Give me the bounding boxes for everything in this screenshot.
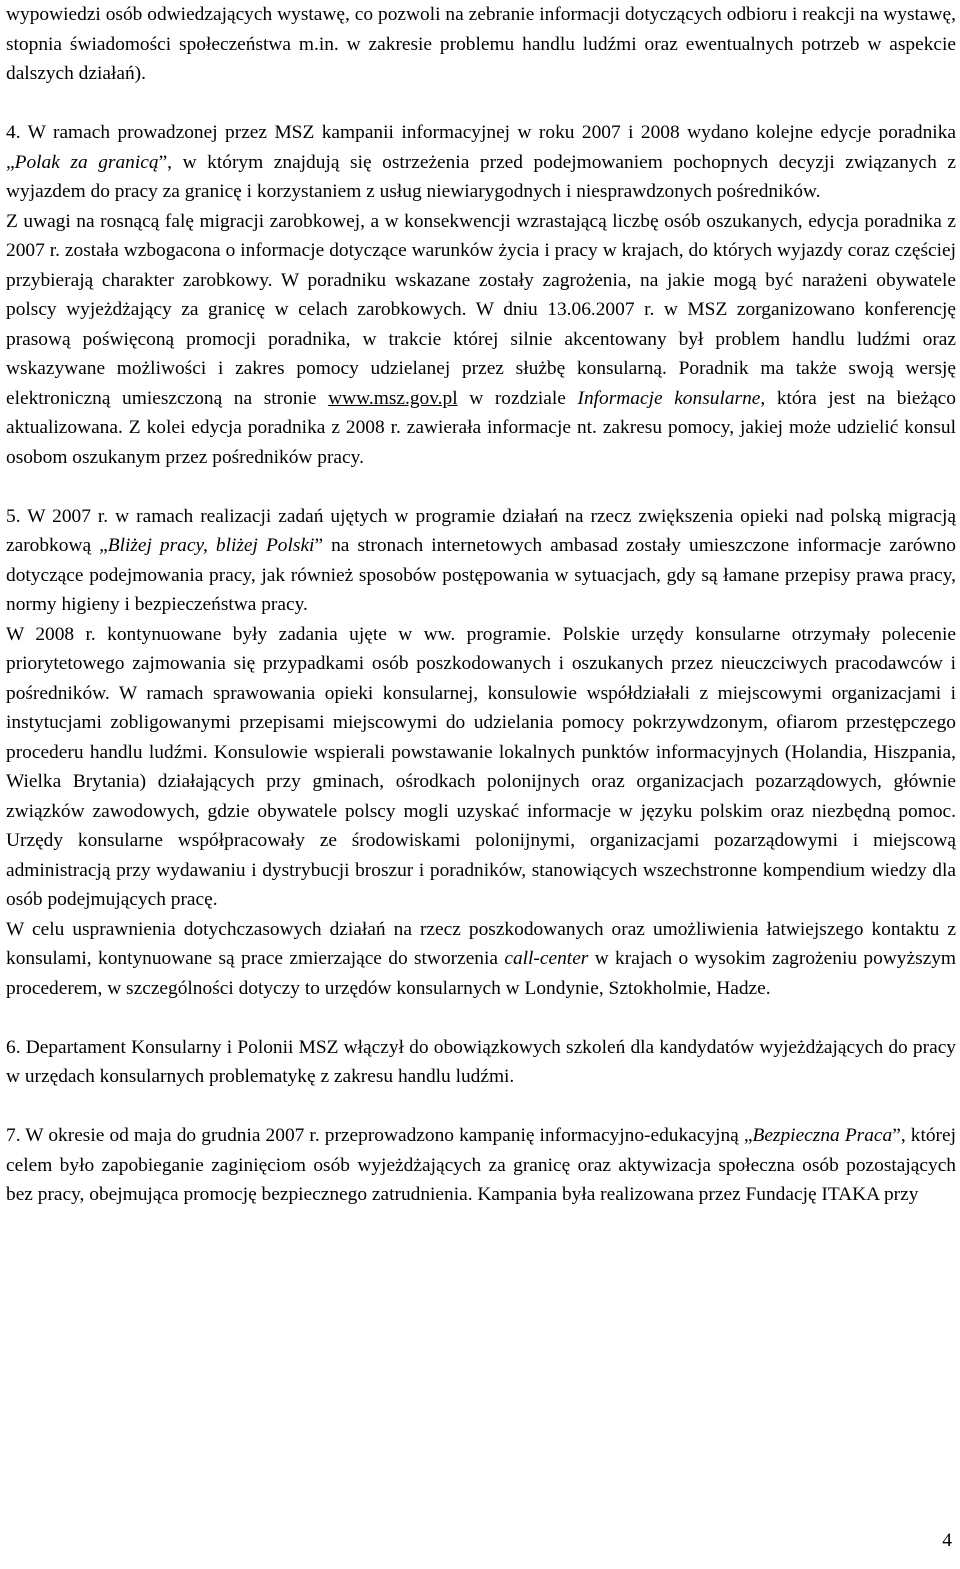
call-center-term: call-center bbox=[504, 948, 589, 969]
paragraph-7-text-b: ”, której celem było zapobieganie zaginięciom osób wyjeżdżających za granicę oraz aktywizacja społeczna osób pozostających bez pracy, obejmująca promocję bezpiecznego zatrudnienia. Kampania była realizowana przez Fundację ITAKA przy bbox=[6, 1125, 957, 1205]
paragraph-4b-text-c: , która jest na bieżąco aktualizowana. Z kolei edycja poradnika z 2008 r. zawierała informacje nt. zakresu pomocy, jakiej może udzielić konsul osobom oszukanym przez pośredników pracy. bbox=[6, 387, 956, 468]
paragraph-7-text-a: 7. W okresie od maja do grudnia 2007 r. przeprowadzono kampanię informacyjno-edukacyjną „ bbox=[6, 1125, 753, 1146]
paragraph-5c-text-a: W celu usprawnienia dotychczasowych działań na rzecz poszkodowanych oraz umożliwienia łatwiejszego kontaktu z konsulami, kontynuowane są prace zmierzające do stworzenia bbox=[6, 918, 956, 969]
paragraph-5 bbox=[6, 502, 956, 620]
paragraph-4-text-a: 4. W ramach prowadzonej przez MSZ kampanii informacyjnej w roku 2007 i 2008 wydano kolejne edycje poradnika „ bbox=[6, 122, 956, 173]
page-number: 4 bbox=[942, 1530, 952, 1551]
paragraph-5-text-b: ” na stronach internetowych ambasad zostały umieszczone informacje zarówno dotyczące podejmowania pracy, jak również sposobów postępowania w sytuacjach, gdy są łamane przepisy prawa pracy, normy higieny i bezpieczeństwa pracy. bbox=[6, 535, 956, 615]
paragraph-intro-text: wypowiedzi osób odwiedzających wystawę, co pozwoli na zebranie informacji dotyczących odbioru i reakcji na wystawę, stopnia świadomości społeczeństwa m.in. w zakresie problemu handlu ludźmi oraz ewentualnych potrzeb w aspekcie dalszych działań). bbox=[6, 4, 956, 84]
paragraph-gap bbox=[6, 472, 956, 502]
guide-title: Polak za granicą bbox=[14, 151, 159, 173]
paragraph-gap bbox=[6, 1092, 956, 1122]
paragraph-4b bbox=[6, 207, 956, 473]
paragraph-gap bbox=[6, 89, 956, 119]
paragraph-gap bbox=[6, 1003, 956, 1033]
msz-website-link[interactable]: www.msz.gov.pl bbox=[328, 387, 458, 409]
document-body bbox=[6, 0, 956, 1210]
paragraph-4-text-b: ”, w którym znajdują się ostrzeżenia przed podejmowaniem pochopnych decyzji związanych z wyjazdem do pracy za granicę i korzystaniem z usług niewiarygodnych i niesprawdzonych pośredników. bbox=[6, 151, 956, 202]
paragraph-5c bbox=[6, 915, 956, 1004]
paragraph-5-text-a: 5. W 2007 r. w ramach realizacji zadań ujętych w programie działań na rzecz zwiększenia opieki nad polską migracją zarobkową „ bbox=[6, 505, 956, 556]
paragraph-4b-text-a: Z uwagi na rosnącą falę migracji zarobkowej, a w konsekwencji wzrastającą liczbę osób oszukanych, edycja poradnika z 2007 r. została wzbogacona o informacje dotyczące warunków życia i pracy w krajach, do których wyjazdy coraz częściej przybierają charakter zarobkowy. W poradniku wskazane zostały zagrożenia, na jakie mogą być narażeni obywatele polscy wyjeżdżający za granicę w celach zarobkowych. W dniu 13.06.2007 r. w MSZ zorganizowano konferencję prasową poświęconą promocji poradnika, w trakcie której silnie akcentowany był problem handlu ludźmi oraz wskazywane możliwości i zakres pomocy udzielanej przez służbę konsularną. Poradnik ma także swoją wersję elektroniczną umieszczoną na stronie bbox=[6, 210, 956, 409]
paragraph-5b bbox=[6, 620, 956, 915]
paragraph-5c-text-b: w krajach o wysokim zagrożeniu powyższym procederem, w szczególności dotyczy to urzędów konsularnych w Londynie, Sztokholmie, Hadze. bbox=[6, 948, 957, 999]
consular-section-name: Informacje konsularne bbox=[577, 387, 761, 409]
paragraph-6 bbox=[6, 1033, 956, 1092]
paragraph-intro bbox=[6, 0, 956, 89]
paragraph-7 bbox=[6, 1121, 956, 1210]
paragraph-6-text: 6. Departament Konsularny i Polonii MSZ włączył do obowiązkowych szkoleń dla kandydatów wyjeżdżających do pracy w urzędach konsularnych problematykę z zakresu handlu ludźmi. bbox=[6, 1036, 956, 1087]
campaign-name: Bezpieczna Praca bbox=[752, 1125, 893, 1146]
paragraph-5b-text: W 2008 r. kontynuowane były zadania ujęte w ww. programie. Polskie urzędy konsularne otrzymały polecenie priorytetowego zajmowania się przypadkami osób poszkodowanych i oszukanych przez nieuczciwych pracodawców i pośredników. W ramach sprawowania opieki konsularnej, konsulowie współdziałali z miejscowymi organizacjami i instytucjami zobligowanymi przepisami miejscowymi do udzielania pomocy pokrzywdzonym, ofiarom przestępczego procederu handlu ludźmi. Konsulowie wspierali powstawanie lokalnych punktów informacyjnych (Holandia, Hiszpania, Wielka Brytania) działających przy gminach, ośrodkach polonijnych oraz organizacjach pozarządowych, głównie związków zawodowych, gdzie obywatele polscy mogli uzyskać informacje w języku polskim oraz niezbędną pomoc. Urzędy konsularne współpracowały ze środowiskami polonijnymi, organizacjami pozarządowymi i miejscową administracją przy wydawaniu i dystrybucji broszur i poradników, stanowiących wszechstronne kompendium wiedzy dla osób podejmujących pracę. bbox=[6, 623, 956, 910]
paragraph-4 bbox=[6, 118, 956, 207]
program-name: Bliżej pracy, bliżej Polski bbox=[107, 535, 315, 556]
paragraph-4b-text-b: w rozdziale bbox=[457, 387, 578, 409]
